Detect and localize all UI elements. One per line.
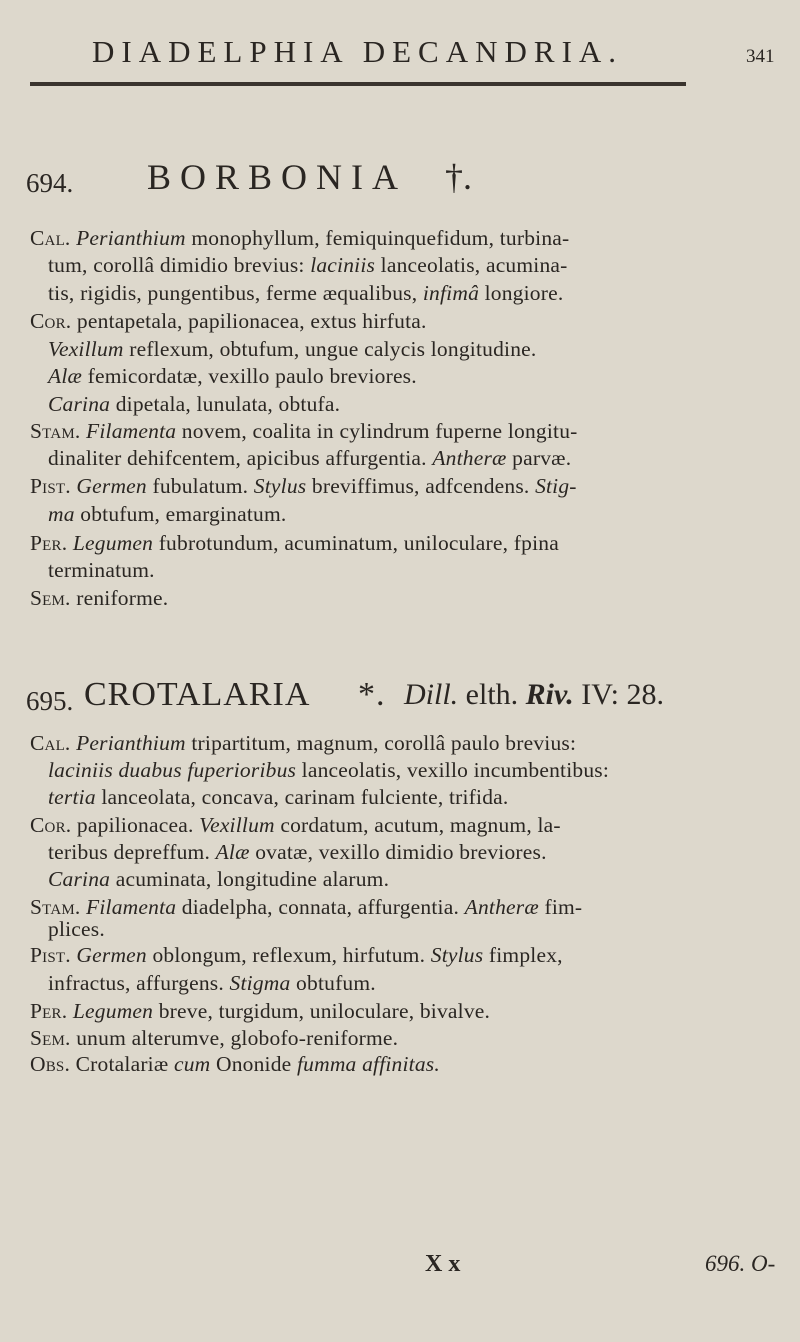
text-run: Legumen — [72, 999, 154, 1023]
text-run: fubulatum. — [146, 474, 254, 498]
text-run: Germen — [76, 474, 147, 498]
text-run: dinaliter dehifcentem, apicibus affurgentia. — [48, 446, 433, 470]
text-run: reflexum, obtufum, ungue calycis longitudine. — [123, 337, 537, 361]
article-694-line — [30, 474, 577, 499]
text-run: Sem. — [30, 586, 71, 610]
article-695-line — [48, 917, 105, 942]
article-695-line — [30, 813, 561, 838]
text-run: Stylus — [430, 943, 484, 967]
text-run: reniforme. — [70, 586, 169, 610]
text-run: Stigma — [229, 971, 291, 995]
article-694-line — [30, 531, 559, 556]
text-run: lanceolatis, vexillo incumbentibus: — [296, 758, 610, 782]
article-695-line — [30, 895, 582, 920]
text-run: fim- — [538, 895, 583, 919]
text-run: Ononide — [210, 1052, 297, 1076]
text-run: laciniis — [310, 253, 376, 277]
article-695-line — [48, 758, 609, 783]
text-run: Vexillum — [199, 813, 275, 837]
text-run: plices. — [48, 917, 105, 941]
article-695-line — [48, 867, 389, 892]
text-run: cum — [173, 1052, 211, 1076]
text-run: Obs. — [30, 1052, 71, 1076]
text-run: monophyllum, femiquinquefidum, turbina- — [185, 226, 570, 250]
text-run: infimâ — [422, 281, 480, 305]
text-run: Crotalariæ — [70, 1052, 174, 1076]
article-695-genus: CROTALARIA — [84, 676, 311, 713]
text-run: papilionacea. — [71, 813, 200, 837]
text-run: Stam. — [30, 419, 81, 443]
text-run: femicordatæ, vexillo paulo breviores. — [82, 364, 417, 388]
article-695-mark: *. — [358, 676, 386, 713]
text-run: unum alterumve, globofo-reniforme. — [70, 1026, 399, 1050]
text-run: tis, rigidis, pungentibus, ferme æqualibus, — [48, 281, 423, 305]
text-run: laciniis duabus fuperioribus — [48, 758, 297, 782]
article-694-line — [48, 337, 536, 362]
text-run: Alæ — [215, 840, 250, 864]
text-run: lanceolatis, acumina- — [375, 253, 568, 277]
article-695-line — [30, 731, 576, 756]
article-694-line — [48, 558, 155, 583]
page-number: 341 — [746, 46, 775, 67]
article-694-line — [48, 281, 563, 306]
article-694-line — [48, 502, 287, 527]
text-run: Carina — [48, 867, 111, 891]
article-695-line — [48, 971, 376, 996]
ref-author: Dill. — [404, 678, 459, 711]
article-694-line — [48, 253, 568, 278]
text-run: Cor. — [30, 309, 72, 333]
text-run: Legumen — [72, 531, 154, 555]
text-run: Cal. — [30, 731, 71, 755]
text-run: Germen — [76, 943, 147, 967]
text-run: Per. — [30, 999, 68, 1023]
text-run: breve, turgidum, uniloculare, bivalve. — [153, 999, 491, 1023]
text-run: Sem. — [30, 1026, 71, 1050]
text-run: tripartitum, magnum, corollâ paulo brevius: — [185, 731, 577, 755]
text-run: Per. — [30, 531, 68, 555]
text-run: diadelpha, connata, affurgentia. — [176, 895, 465, 919]
article-695-number: 695. — [26, 686, 74, 716]
ref-work: elth. — [465, 678, 519, 711]
article-694-genus: BORBONIA — [147, 157, 408, 197]
article-695-reference — [404, 678, 664, 712]
text-run: breviffimus, adfcendens. — [306, 474, 536, 498]
text-run: obtufum. — [290, 971, 376, 995]
text-run: Perianthium — [76, 226, 186, 250]
text-run: Perianthium — [76, 731, 186, 755]
article-694-line — [30, 226, 569, 251]
article-695-line — [30, 943, 563, 968]
article-694-line — [30, 586, 168, 611]
text-run: Pist. — [30, 474, 71, 498]
text-run: ovatæ, vexillo dimidio breviores. — [249, 840, 547, 864]
text-run: oblongum, reflexum, hirfutum. — [146, 943, 431, 967]
article-695-line — [48, 785, 509, 810]
text-run: teribus depreffum. — [48, 840, 216, 864]
catchword: 696. O- — [705, 1251, 776, 1276]
article-695-line — [30, 1026, 398, 1051]
text-run: pentapetala, papilionacea, extus hirfuta. — [71, 309, 427, 333]
article-695-line — [30, 1052, 440, 1077]
text-run: Filamenta — [86, 895, 177, 919]
text-run: acuminata, longitudine alarum. — [110, 867, 390, 891]
text-run: Vexillum — [48, 337, 124, 361]
article-694-line — [30, 419, 578, 444]
text-run: lanceolata, concava, carinam fulciente, trifida. — [95, 785, 509, 809]
article-694-line — [48, 446, 571, 471]
header-rule — [30, 82, 686, 86]
text-run: Antheræ — [464, 895, 539, 919]
text-run: fumma affinitas. — [296, 1052, 440, 1076]
text-run: Filamenta — [86, 419, 177, 443]
text-run: ma — [48, 502, 75, 526]
running-title: DIADELPHIA DECANDRIA. — [92, 34, 624, 69]
text-run: Carina — [48, 392, 111, 416]
text-run: dipetala, lunulata, obtufa. — [110, 392, 341, 416]
ref-author-2: Riv. — [525, 678, 574, 711]
text-run: Stam. — [30, 895, 81, 919]
text-run: tertia — [48, 785, 96, 809]
signature-mark: X x — [425, 1251, 461, 1277]
article-694-line — [30, 309, 427, 334]
text-run: tum, corollâ dimidio brevius: — [48, 253, 311, 277]
ref-plate: IV: 28. — [581, 678, 664, 711]
text-run: novem, coalita in cylindrum fuperne longitu- — [176, 419, 578, 443]
text-run: longiore. — [479, 281, 564, 305]
text-run: infractus, affurgens. — [48, 971, 230, 995]
text-run: Alæ — [48, 364, 83, 388]
text-run: parvæ. — [506, 446, 572, 470]
text-run: Cor. — [30, 813, 72, 837]
text-run: Antheræ — [432, 446, 507, 470]
text-run: fubrotundum, acuminatum, uniloculare, fpina — [153, 531, 559, 555]
article-694-number: 694. — [26, 168, 74, 198]
text-run: terminatum. — [48, 558, 155, 582]
article-694-line — [48, 392, 340, 417]
text-run: fimplex, — [483, 943, 563, 967]
text-run: Stylus — [253, 474, 307, 498]
text-run: obtufum, emarginatum. — [74, 502, 287, 526]
text-run: cordatum, acutum, magnum, la- — [274, 813, 561, 837]
text-run: Stig- — [535, 474, 577, 498]
article-695-line — [48, 840, 547, 865]
text-run: Pist. — [30, 943, 71, 967]
text-run: Cal. — [30, 226, 71, 250]
article-695-line — [30, 999, 490, 1024]
article-694-line — [48, 364, 417, 389]
article-694-mark: †. — [445, 157, 472, 197]
